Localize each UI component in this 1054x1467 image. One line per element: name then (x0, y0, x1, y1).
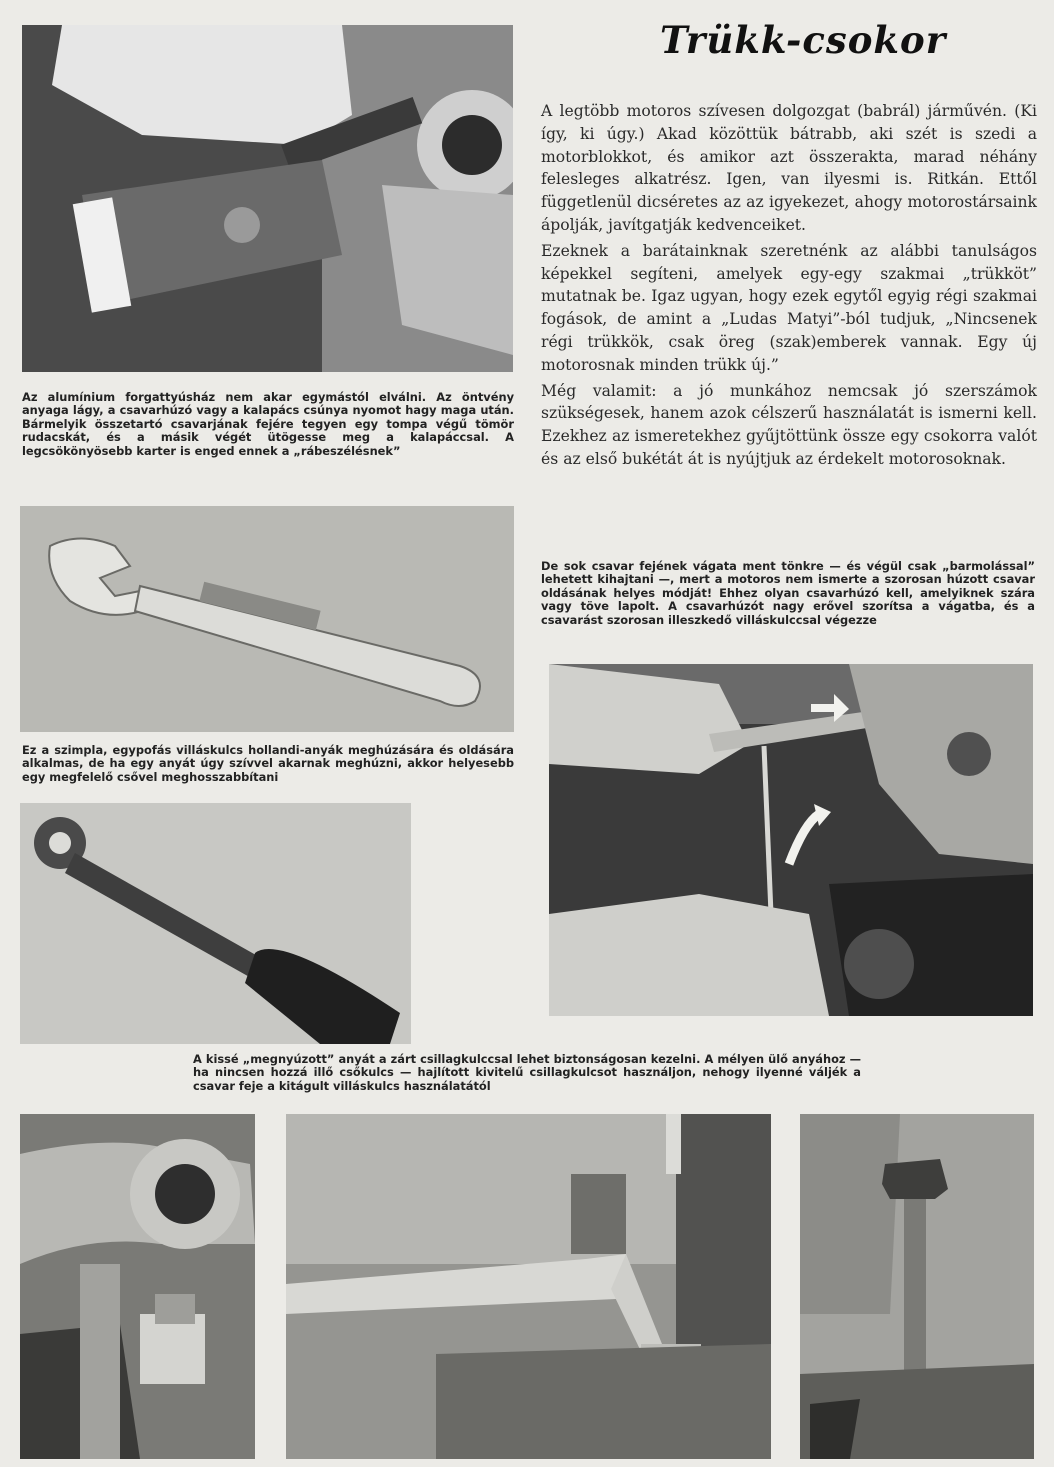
caption-wrench: Ez a szimpla, egypofás villáskulcs hollandi-anyák meghúzására és oldására alkalmas, de ha egy anyát úgy szívvel akarnak meghúzni, akkor helyesebb egy megfelelő csővel meghosszabbítani (22, 743, 514, 784)
photo-ring-spanner-closeup (20, 1114, 255, 1459)
caption-screw: De sok csavar fejének vágata ment tönkre — és végül csak „barmolással” lehetett kihajtani —, mert a motoros nem ismerte a szorosan húzott csavar oldásának helyes módját! Ehhez olyan csavarhúzó kell, amelyiknek szára vagy töve lapolt. A csavarhúzót nagy erővel szorítsa a vágatba, és a csavarást szorosan illeszkedő villáskulccsal végezze (541, 559, 1035, 627)
photo-screwdriver-with-wrench (549, 664, 1033, 1016)
intro-paragraph-1: A legtöbb motoros szívesen dolgozgat (babrál) járművén. (Ki így, ki úgy.) Akad közöttük bátrabb, aki szét is szedi a motorblokkot, és amikor azt összerakta, marad néhány felesleges alkatrész. Igen, van ilyesmi is. Ritkán. Ettől függetlenül dicséretes az az igyekezet, ahogy motorostársaink ápolják, javítgatják kedvenceiket. (541, 102, 1037, 234)
intro-paragraph-3: Még valamit: a jó munkához nemcsak jó szerszámok szükségesek, hanem azok célszerű használatát is ismerni kell. Ezekhez az ismeretekhez gyűjtöttünk össze egy csokorra valót és az első bukétát át is nyújtjuk az érdekelt motorosoknak. (541, 381, 1037, 468)
photo-open-end-wrench (20, 506, 514, 732)
photo-damaged-bolt-head (800, 1114, 1034, 1459)
photo-ring-wrench-with-pipe (20, 803, 411, 1044)
intro-text (541, 100, 1037, 474)
photo-hammer-crankcase (22, 25, 513, 372)
photo-bent-ring-spanner (286, 1114, 771, 1459)
caption-aluminium: Az alumínium forgattyúsház nem akar egymástól elválni. Az öntvény anyaga lágy, a csavarhúzó vagy a kalapács csúnya nyomot hagy maga után. Bármelyik összetartó csavarjának fejére tegyen egy tompa végű tömör rudacskát, és a másik végét ütögesse meg a kalapáccsal. A legcsökönyösebb karter is enged ennek a „rábeszélésnek” (22, 390, 514, 458)
page-title: Trükk-csokor (660, 18, 947, 62)
intro-paragraph-2: Ezeknek a barátainknak szeretnénk az alábbi tanulságos képekkel segíteni, amelyek egy-egy szakmai „trükköt” mutatnak be. Igaz ugyan, hogy ezek egytől egyig régi szakmai fogások, de amint a „Ludas Matyi”-ból tudjuk, „Nincsenek régi trükkök, csak öreg (szak)emberek vannak. Egy új motorosnak minden trükk új.” (541, 241, 1037, 374)
caption-ring: A kissé „megnyúzott” anyát a zárt csillagkulccsal lehet biztonságosan kezelni. A mélyen ülő anyához — ha nincsen hozzá illő csőkulcs — hajlított kivitelű csillagkulcsot használjon, nehogy ilyenné váljék a csavar feje a kitágult villáskulcs használatától (193, 1052, 861, 1093)
